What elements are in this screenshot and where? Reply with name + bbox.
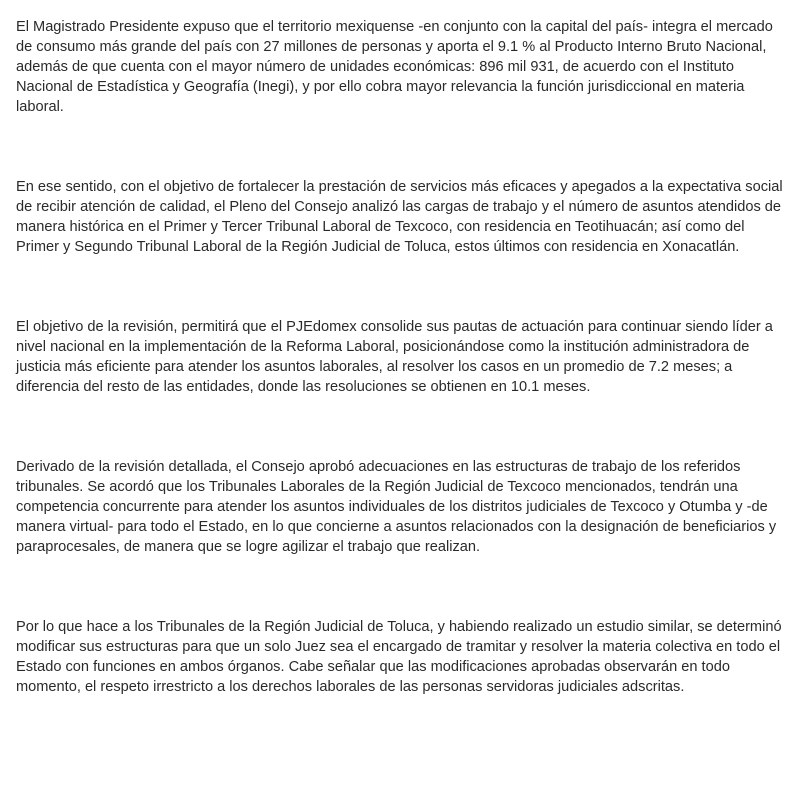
paragraph-review-objective: El objetivo de la revisión, permitirá que el PJEdomex consolide sus pautas de actuación para continuar siendo líder a nivel nacional en la implementación de la Reforma Laboral, posicionándose como la institución administradora de justicia más eficiente para atender los asuntos laborales, al resolver los casos en un promedio de 7.2 meses; a diferencia del resto de las entidades, donde las resoluciones se obtienen en 10.1 meses. [16,319,773,395]
paragraph-toluca-adjustments: Por lo que hace a los Tribunales de la Región Judicial de Toluca, y habiendo realizado un estudio similar, se determinó modificar sus estructuras para que un solo Juez sea el encargado de tramitar y resolver la materia colectiva en todo el Estado con funciones en ambos órganos. Cabe señalar que las modificaciones aprobadas observarán en todo momento, el respeto irrestricto a los derechos laborales de las personas servidoras judiciales adscritas. [16,619,782,695]
paragraph-workload-analysis: En ese sentido, con el objetivo de fortalecer la prestación de servicios más eficaces y apegados a la expectativa social de recibir atención de calidad, el Pleno del Consejo analizó las cargas de trabajo y el número de asuntos atendidos de manera histórica en el Primer y Tercer Tribunal Laboral de Texcoco, con residencia en Teotihuacán; así como del Primer y Segundo Tribunal Laboral de la Región Judicial de Toluca, estos últimos con residencia en Xonacatlán. [16,179,783,255]
paragraph-texcoco-adjustments: Derivado de la revisión detallada, el Consejo aprobó adecuaciones en las estructuras de trabajo de los referidos tribunales. Se acordó que los Tribunales Laborales de la Región Judicial de Texcoco mencionados, tendrán una competencia concurrente para atender los asuntos individuales de los distritos judiciales de Texcoco y Otumba y -de manera virtual- para todo el Estado, en lo que concierne a asuntos relacionados con la designación de beneficiarios y paraprocesales, de manera que se logre agilizar el trabajo que realizan. [16,459,777,555]
paragraph-economy: El Magistrado Presidente expuso que el territorio mexiquense -en conjunto con la capital del país- integra el mercado de consumo más grande del país con 27 millones de personas y aporta el 9.1 % al Producto Interno Bruto Nacional, además de que cuenta con el mayor número de unidades económicas: 896 mil 931, de acuerdo con el Instituto Nacional de Estadística y Geografía (Inegi), y por ello cobra mayor relevancia la función jurisdiccional en materia laboral. [16,19,773,115]
article-body [16,17,786,697]
